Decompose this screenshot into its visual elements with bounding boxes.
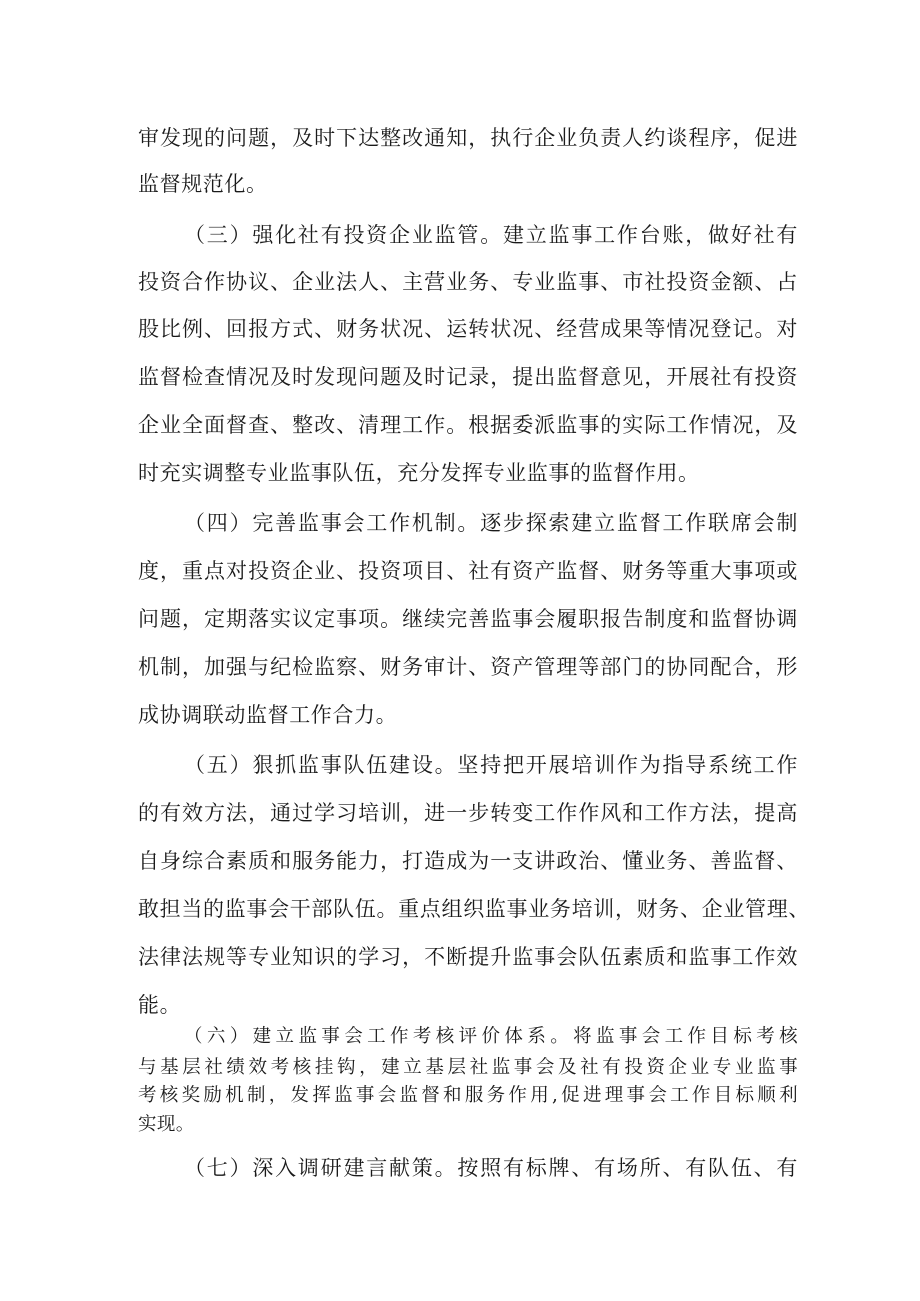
text-line: 度，重点对投资企业、投资项目、社有资产监督、财务等重大事项或: [138, 559, 798, 583]
text-line: 监督规范化。: [138, 172, 268, 196]
text-line: 时充实调整专业监事队伍，充分发挥专业监事的监督作用。: [138, 461, 700, 485]
text-line: 的有效方法，通过学习培训，进一步转变工作作风和工作方法，提高: [138, 801, 798, 825]
text-line: 自身综合素质和服务能力，打造成为一支讲政治、懂业务、善监督、: [138, 849, 798, 873]
text-line: （三）强化社有投资企业监管。建立监事工作台账，做好社有: [184, 223, 798, 247]
text-line: 投资合作协议、企业法人、主营业务、专业监事、市社投资金额、占: [138, 270, 798, 294]
text-line: 实现。: [138, 1114, 195, 1135]
text-line: 能。: [138, 993, 182, 1017]
text-line: 问题，定期落实议定事项。继续完善监事会履职报告制度和监督协调: [138, 607, 798, 631]
text-line: 审发现的问题，及时下达整改通知，执行企业负责人约谈程序，促进: [138, 126, 798, 150]
text-line: （四）完善监事会工作机制。逐步探索建立监督工作联席会制: [184, 511, 798, 535]
text-line: 股比例、回报方式、财务状况、运转状况、经营成果等情况登记。对: [138, 317, 798, 341]
text-line: 与基层社绩效考核挂钩，建立基层社监事会及社有投资企业专业监事: [138, 1057, 798, 1078]
text-line: 企业全面督查、整改、清理工作。根据委派监事的实际工作情况，及: [138, 413, 798, 437]
text-line: （五）狠抓监事队伍建设。坚持把开展培训作为指导系统工作: [184, 753, 798, 777]
text-line: 考核奖励机制，发挥监事会监督和服务作用,促进理事会工作目标顺利: [138, 1085, 798, 1106]
text-line: （六）建立监事会工作考核评价体系。将监事会工作目标考核: [184, 1026, 798, 1047]
text-line: 成协调联动监督工作合力。: [138, 703, 398, 727]
text-line: 法律法规等专业知识的学习，不断提升监事会队伍素质和监事工作效: [138, 945, 798, 969]
text-line: 机制，加强与纪检监察、财务审计、资产管理等部门的协同配合，形: [138, 655, 798, 679]
text-line: （七）深入调研建言献策。按照有标牌、有场所、有队伍、有: [184, 1156, 798, 1180]
text-line: 监督检查情况及时发现问题及时记录，提出监督意见，开展社有投资: [138, 365, 798, 389]
text-line: 敢担当的监事会干部队伍。重点组织监事业务培训，财务、企业管理、: [138, 897, 810, 921]
